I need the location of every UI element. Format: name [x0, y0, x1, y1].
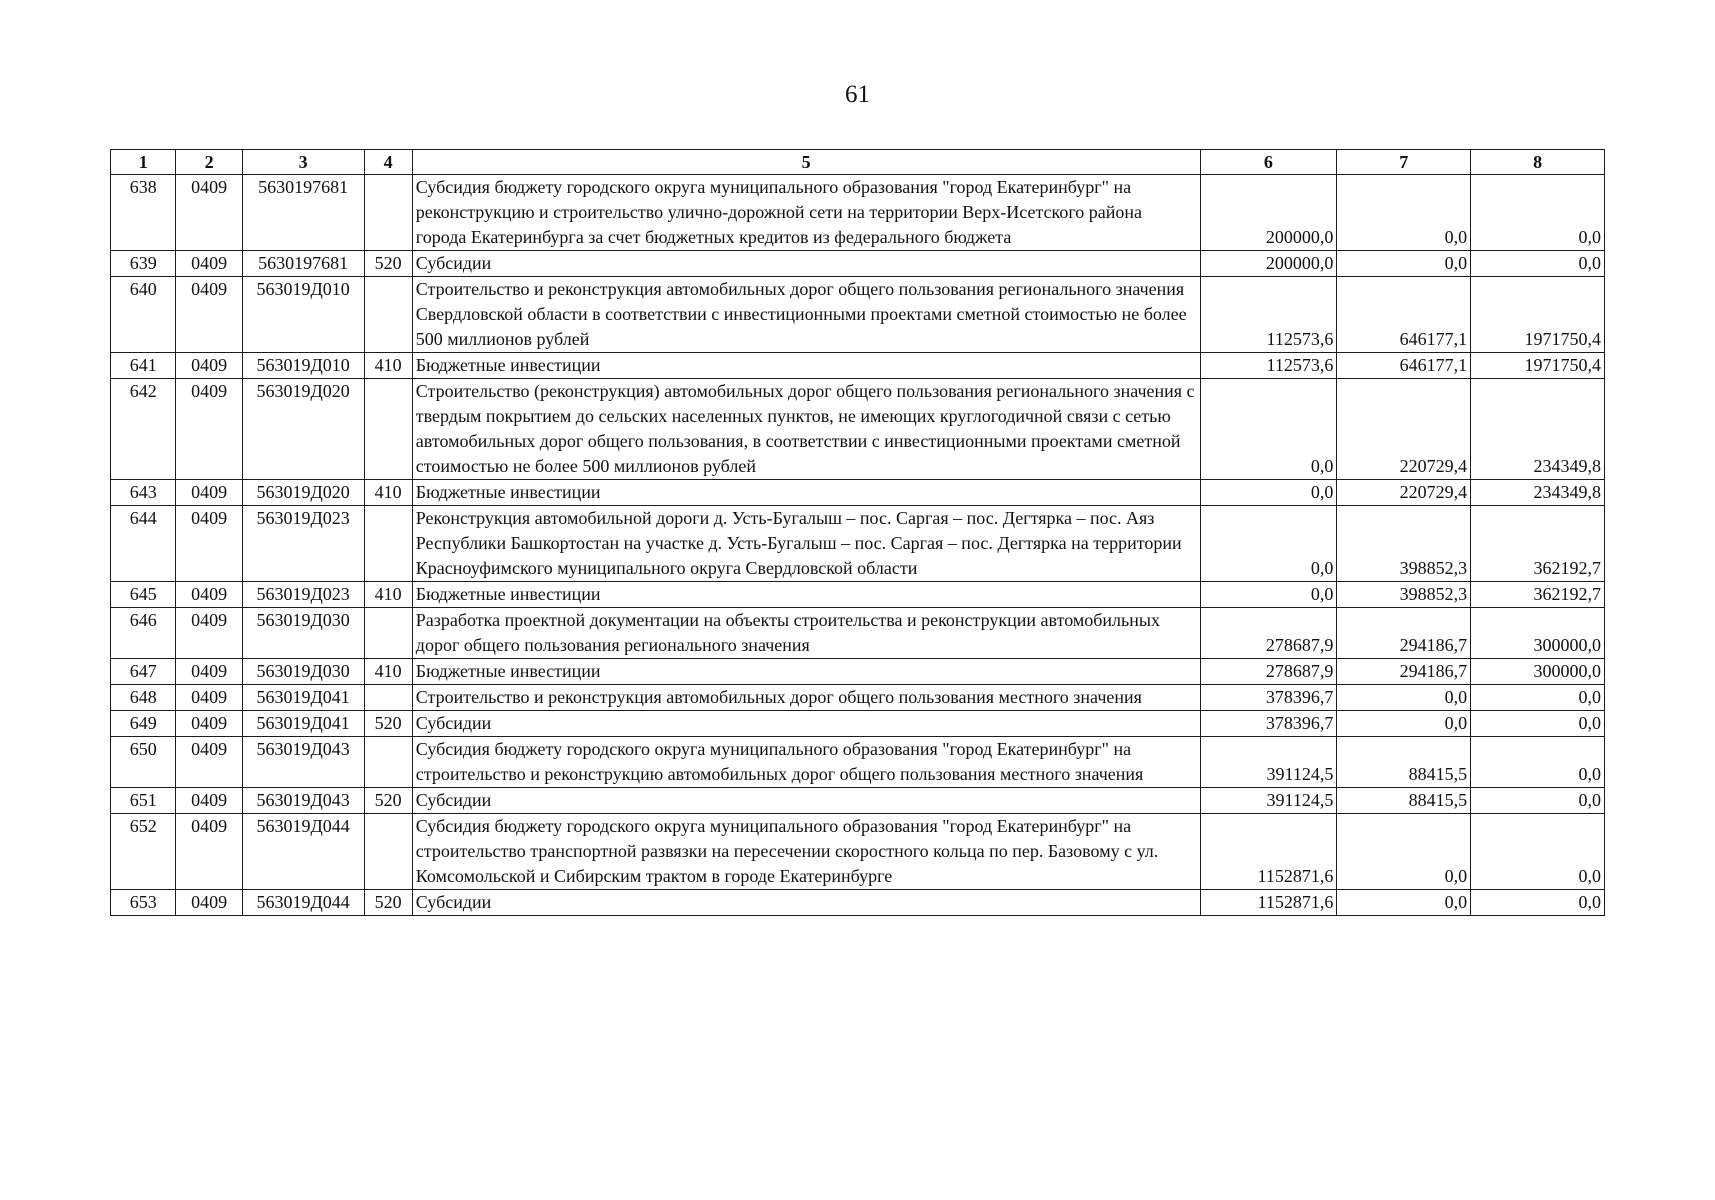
amount-col8-cell: 362192,7	[1471, 582, 1605, 608]
expense-type-cell	[364, 175, 412, 251]
amount-col8-cell: 234349,8	[1471, 379, 1605, 480]
item-name-cell: Реконструкция автомобильной дороги д. Усть-Бугалыш – пос. Саргая – пос. Дегтярка – пос. Аяз Республики Башкортостан на участке д. Усть-Бугалыш – пос. Саргая – пос. Дегтярка на территории Красноуфимского муниципального округа Свердловской области	[412, 506, 1200, 582]
section-code-cell: 0409	[176, 506, 242, 582]
header-cell: 6	[1200, 150, 1337, 175]
amount-col6-cell: 0,0	[1200, 379, 1337, 480]
amount-col7-cell: 0,0	[1337, 711, 1471, 737]
row-number-cell: 644	[111, 506, 176, 582]
expense-type-cell: 410	[364, 582, 412, 608]
target-code-cell: 563019Д020	[242, 480, 364, 506]
row-number-cell: 640	[111, 277, 176, 353]
row-number-cell: 648	[111, 685, 176, 711]
amount-col7-cell: 398852,3	[1337, 582, 1471, 608]
table-row	[111, 506, 1605, 582]
amount-col8-cell: 0,0	[1471, 814, 1605, 890]
amount-col7-cell: 398852,3	[1337, 506, 1471, 582]
section-code-cell: 0409	[176, 814, 242, 890]
amount-col6-cell: 0,0	[1200, 480, 1337, 506]
target-code-cell: 563019Д043	[242, 788, 364, 814]
amount-col6-cell: 200000,0	[1200, 175, 1337, 251]
section-code-cell: 0409	[176, 659, 242, 685]
budget-table	[110, 149, 1605, 916]
section-code-cell: 0409	[176, 379, 242, 480]
section-code-cell: 0409	[176, 608, 242, 659]
row-number-cell: 650	[111, 737, 176, 788]
row-number-cell: 647	[111, 659, 176, 685]
expense-type-cell	[364, 506, 412, 582]
row-number-cell: 649	[111, 711, 176, 737]
amount-col6-cell: 0,0	[1200, 506, 1337, 582]
amount-col8-cell: 0,0	[1471, 890, 1605, 916]
amount-col8-cell: 1971750,4	[1471, 353, 1605, 379]
amount-col6-cell: 112573,6	[1200, 353, 1337, 379]
amount-col7-cell: 88415,5	[1337, 737, 1471, 788]
amount-col6-cell: 112573,6	[1200, 277, 1337, 353]
row-number-cell: 642	[111, 379, 176, 480]
amount-col7-cell: 294186,7	[1337, 659, 1471, 685]
amount-col8-cell: 0,0	[1471, 685, 1605, 711]
table-row	[111, 175, 1605, 251]
amount-col8-cell: 0,0	[1471, 251, 1605, 277]
amount-col7-cell: 220729,4	[1337, 379, 1471, 480]
expense-type-cell	[364, 277, 412, 353]
item-name-cell: Субсидии	[412, 788, 1200, 814]
amount-col6-cell: 1152871,6	[1200, 890, 1337, 916]
header-cell: 1	[111, 150, 176, 175]
item-name-cell: Субсидия бюджету городского округа муниципального образования "город Екатеринбург" на строительство транспортной развязки на пересечении скоростного кольца по пер. Базовому с ул. Комсомольской и Сибирским трактом в городе Екатеринбурге	[412, 814, 1200, 890]
target-code-cell: 563019Д044	[242, 890, 364, 916]
section-code-cell: 0409	[176, 480, 242, 506]
item-name-cell: Субсидия бюджету городского округа муниципального образования "город Екатеринбург" на реконструкцию и строительство улично-дорожной сети на территории Верх-Исетского района города Екатеринбурга за счет бюджетных кредитов из федерального бюджета	[412, 175, 1200, 251]
header-cell: 2	[176, 150, 242, 175]
section-code-cell: 0409	[176, 890, 242, 916]
item-name-cell: Субсидии	[412, 711, 1200, 737]
page-number: 61	[845, 81, 870, 108]
section-code-cell: 0409	[176, 582, 242, 608]
amount-col6-cell: 0,0	[1200, 582, 1337, 608]
table-row	[111, 685, 1605, 711]
expense-type-cell: 520	[364, 890, 412, 916]
amount-col7-cell: 646177,1	[1337, 353, 1471, 379]
table-row	[111, 659, 1605, 685]
table-row	[111, 582, 1605, 608]
amount-col6-cell: 378396,7	[1200, 711, 1337, 737]
amount-col6-cell: 1152871,6	[1200, 814, 1337, 890]
header-cell: 3	[242, 150, 364, 175]
table-row	[111, 608, 1605, 659]
expense-type-cell: 520	[364, 788, 412, 814]
amount-col8-cell: 0,0	[1471, 175, 1605, 251]
item-name-cell: Бюджетные инвестиции	[412, 353, 1200, 379]
amount-col8-cell: 300000,0	[1471, 608, 1605, 659]
row-number-cell: 651	[111, 788, 176, 814]
amount-col7-cell: 0,0	[1337, 251, 1471, 277]
table-row	[111, 788, 1605, 814]
amount-col6-cell: 200000,0	[1200, 251, 1337, 277]
section-code-cell: 0409	[176, 737, 242, 788]
expense-type-cell: 410	[364, 659, 412, 685]
table-row	[111, 379, 1605, 480]
amount-col7-cell: 646177,1	[1337, 277, 1471, 353]
amount-col8-cell: 234349,8	[1471, 480, 1605, 506]
amount-col6-cell: 391124,5	[1200, 788, 1337, 814]
item-name-cell: Бюджетные инвестиции	[412, 659, 1200, 685]
expense-type-cell: 520	[364, 251, 412, 277]
amount-col6-cell: 391124,5	[1200, 737, 1337, 788]
header-cell: 5	[412, 150, 1200, 175]
target-code-cell: 563019Д044	[242, 814, 364, 890]
row-number-cell: 641	[111, 353, 176, 379]
item-name-cell: Субсидии	[412, 890, 1200, 916]
amount-col8-cell: 0,0	[1471, 737, 1605, 788]
target-code-cell: 563019Д030	[242, 659, 364, 685]
expense-type-cell: 410	[364, 480, 412, 506]
target-code-cell: 5630197681	[242, 251, 364, 277]
item-name-cell: Бюджетные инвестиции	[412, 582, 1200, 608]
section-code-cell: 0409	[176, 175, 242, 251]
expense-type-cell: 410	[364, 353, 412, 379]
section-code-cell: 0409	[176, 251, 242, 277]
amount-col8-cell: 300000,0	[1471, 659, 1605, 685]
target-code-cell: 563019Д023	[242, 506, 364, 582]
amount-col6-cell: 378396,7	[1200, 685, 1337, 711]
item-name-cell: Бюджетные инвестиции	[412, 480, 1200, 506]
amount-col6-cell: 278687,9	[1200, 659, 1337, 685]
target-code-cell: 563019Д041	[242, 685, 364, 711]
amount-col8-cell: 0,0	[1471, 711, 1605, 737]
item-name-cell: Строительство и реконструкция автомобильных дорог общего пользования регионального значения Свердловской области в соответствии с инвестиционными проектами сметной стоимостью не более 500 миллионов рублей	[412, 277, 1200, 353]
expense-type-cell: 520	[364, 711, 412, 737]
table-row	[111, 711, 1605, 737]
section-code-cell: 0409	[176, 788, 242, 814]
table-row	[111, 814, 1605, 890]
amount-col7-cell: 220729,4	[1337, 480, 1471, 506]
target-code-cell: 563019Д010	[242, 277, 364, 353]
target-code-cell: 563019Д020	[242, 379, 364, 480]
row-number-cell: 638	[111, 175, 176, 251]
header-cell: 4	[364, 150, 412, 175]
section-code-cell: 0409	[176, 277, 242, 353]
row-number-cell: 645	[111, 582, 176, 608]
expense-type-cell	[364, 737, 412, 788]
row-number-cell: 653	[111, 890, 176, 916]
item-name-cell: Строительство и реконструкция автомобильных дорог общего пользования местного значения	[412, 685, 1200, 711]
expense-type-cell	[364, 814, 412, 890]
target-code-cell: 563019Д023	[242, 582, 364, 608]
row-number-cell: 646	[111, 608, 176, 659]
header-row	[111, 150, 1605, 175]
amount-col7-cell: 294186,7	[1337, 608, 1471, 659]
target-code-cell: 563019Д043	[242, 737, 364, 788]
item-name-cell: Разработка проектной документации на объекты строительства и реконструкции автомобильных дорог общего пользования регионального значения	[412, 608, 1200, 659]
item-name-cell: Субсидия бюджету городского округа муниципального образования "город Екатеринбург" на строительство и реконструкцию автомобильных дорог общего пользования местного значения	[412, 737, 1200, 788]
target-code-cell: 5630197681	[242, 175, 364, 251]
target-code-cell: 563019Д010	[242, 353, 364, 379]
amount-col7-cell: 0,0	[1337, 890, 1471, 916]
table-row	[111, 480, 1605, 506]
amount-col6-cell: 278687,9	[1200, 608, 1337, 659]
amount-col7-cell: 0,0	[1337, 685, 1471, 711]
amount-col7-cell: 88415,5	[1337, 788, 1471, 814]
amount-col8-cell: 362192,7	[1471, 506, 1605, 582]
section-code-cell: 0409	[176, 685, 242, 711]
table-row	[111, 277, 1605, 353]
section-code-cell: 0409	[176, 711, 242, 737]
expense-type-cell	[364, 608, 412, 659]
amount-col8-cell: 1971750,4	[1471, 277, 1605, 353]
amount-col7-cell: 0,0	[1337, 175, 1471, 251]
header-cell: 7	[1337, 150, 1471, 175]
amount-col7-cell: 0,0	[1337, 814, 1471, 890]
row-number-cell: 639	[111, 251, 176, 277]
table-row	[111, 737, 1605, 788]
target-code-cell: 563019Д041	[242, 711, 364, 737]
section-code-cell: 0409	[176, 353, 242, 379]
amount-col8-cell: 0,0	[1471, 788, 1605, 814]
table-body	[111, 175, 1605, 916]
row-number-cell: 652	[111, 814, 176, 890]
expense-type-cell	[364, 685, 412, 711]
header-cell: 8	[1471, 150, 1605, 175]
table-row	[111, 353, 1605, 379]
item-name-cell: Субсидии	[412, 251, 1200, 277]
expense-type-cell	[364, 379, 412, 480]
row-number-cell: 643	[111, 480, 176, 506]
target-code-cell: 563019Д030	[242, 608, 364, 659]
table-row	[111, 251, 1605, 277]
item-name-cell: Строительство (реконструкция) автомобильных дорог общего пользования регионального значения с твердым покрытием до сельских населенных пунктов, не имеющих круглогодичной связи с сетью автомобильных дорог общего пользования, в соответствии с инвестиционными проектами сметной стоимостью не более 500 миллионов рублей	[412, 379, 1200, 480]
table-row	[111, 890, 1605, 916]
